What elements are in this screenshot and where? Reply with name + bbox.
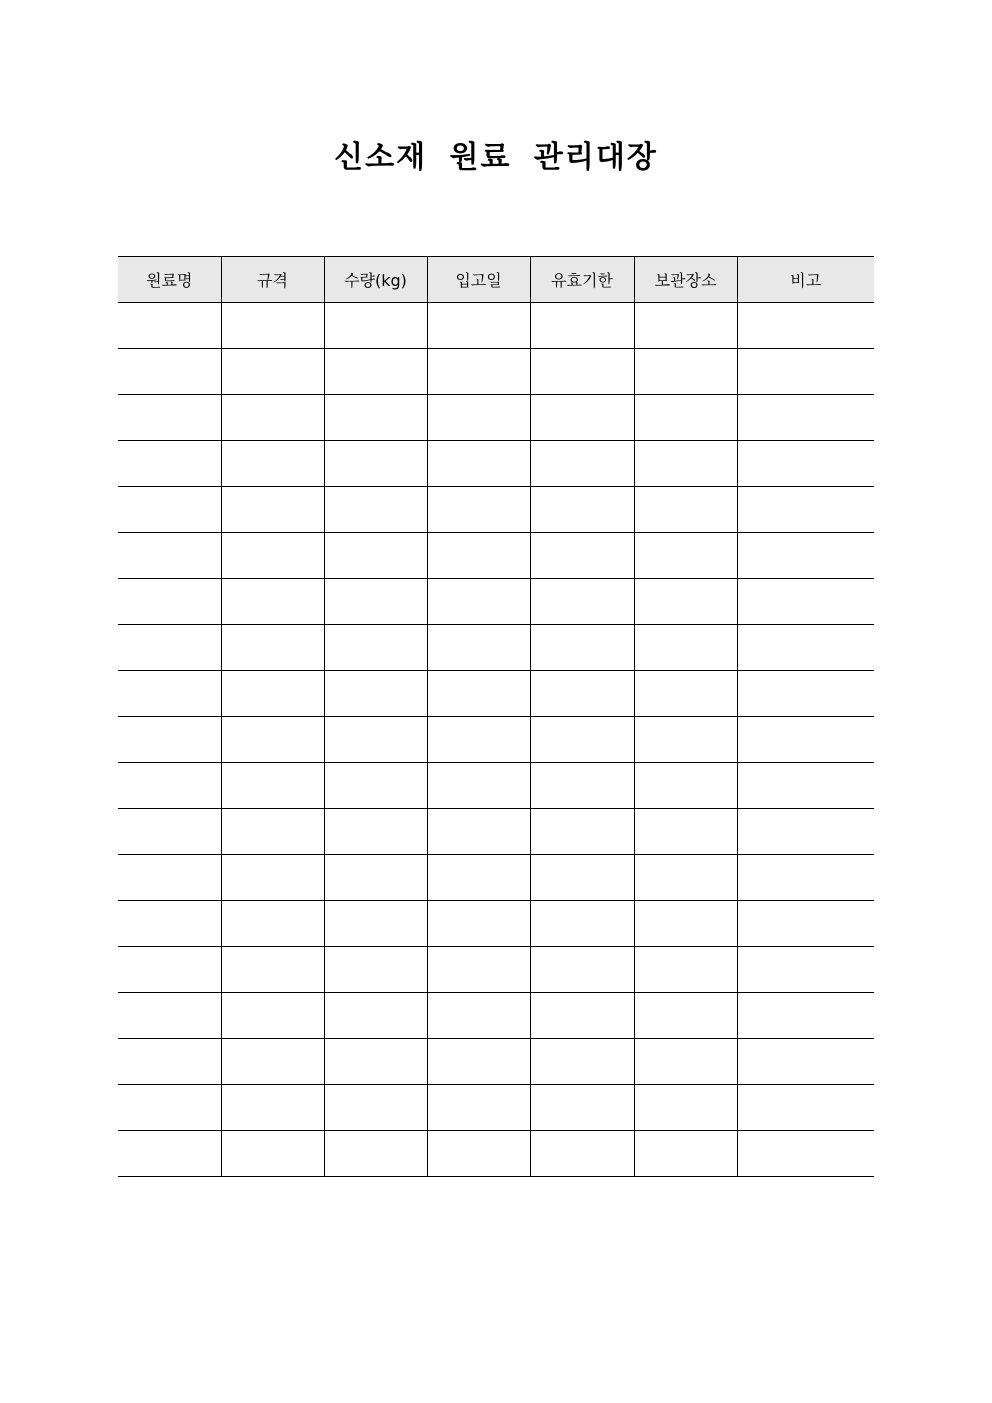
table-cell-expiration-date[interactable] <box>530 487 634 533</box>
table-cell-remarks[interactable] <box>737 533 874 579</box>
table-cell-expiration-date[interactable] <box>530 717 634 763</box>
table-cell-storage-location[interactable] <box>634 1131 737 1177</box>
table-cell-expiration-date[interactable] <box>530 625 634 671</box>
table-row <box>118 1131 874 1177</box>
table-cell-storage-location[interactable] <box>634 303 737 349</box>
table-row <box>118 1039 874 1085</box>
table-cell-expiration-date[interactable] <box>530 1085 634 1131</box>
table-cell-receipt-date[interactable] <box>427 1085 530 1131</box>
table-row <box>118 349 874 395</box>
document-title: 신소재 원료 관리대장 <box>334 140 658 175</box>
column-header-storage-location: 보관장소 <box>634 257 737 303</box>
table-cell-expiration-date[interactable] <box>530 901 634 947</box>
table-row <box>118 625 874 671</box>
table-cell-remarks[interactable] <box>737 395 874 441</box>
table-cell-remarks[interactable] <box>737 441 874 487</box>
table-cell-specification[interactable] <box>221 1039 324 1085</box>
table-cell-material-name[interactable] <box>118 717 221 763</box>
table-cell-quantity[interactable] <box>324 717 427 763</box>
table-cell-expiration-date[interactable] <box>530 947 634 993</box>
table-cell-remarks[interactable] <box>737 855 874 901</box>
table-cell-quantity[interactable] <box>324 533 427 579</box>
column-header-quantity: 수량(kg) <box>324 257 427 303</box>
table-cell-specification[interactable] <box>221 809 324 855</box>
table-header-row <box>118 257 874 303</box>
column-header-expiration-date: 유효기한 <box>530 257 634 303</box>
table-row <box>118 303 874 349</box>
table-cell-specification[interactable] <box>221 487 324 533</box>
table-cell-expiration-date[interactable] <box>530 1131 634 1177</box>
table-cell-specification[interactable] <box>221 395 324 441</box>
table-cell-quantity[interactable] <box>324 1131 427 1177</box>
table-cell-material-name[interactable] <box>118 855 221 901</box>
table-cell-expiration-date[interactable] <box>530 441 634 487</box>
table-cell-receipt-date[interactable] <box>427 993 530 1039</box>
table-cell-receipt-date[interactable] <box>427 441 530 487</box>
table-cell-expiration-date[interactable] <box>530 579 634 625</box>
column-header-receipt-date: 입고일 <box>427 257 530 303</box>
table-cell-storage-location[interactable] <box>634 809 737 855</box>
table-cell-expiration-date[interactable] <box>530 763 634 809</box>
table-cell-receipt-date[interactable] <box>427 809 530 855</box>
table-cell-remarks[interactable] <box>737 717 874 763</box>
table-cell-quantity[interactable] <box>324 349 427 395</box>
table-body <box>118 303 874 1177</box>
table-cell-quantity[interactable] <box>324 901 427 947</box>
table-cell-storage-location[interactable] <box>634 395 737 441</box>
table-row <box>118 487 874 533</box>
table-cell-material-name[interactable] <box>118 901 221 947</box>
table-row <box>118 901 874 947</box>
table-row <box>118 947 874 993</box>
table-cell-specification[interactable] <box>221 303 324 349</box>
table-cell-material-name[interactable] <box>118 1085 221 1131</box>
table-row <box>118 395 874 441</box>
table-row <box>118 717 874 763</box>
table-cell-quantity[interactable] <box>324 809 427 855</box>
table-cell-material-name[interactable] <box>118 441 221 487</box>
table-cell-expiration-date[interactable] <box>530 533 634 579</box>
table-cell-quantity[interactable] <box>324 947 427 993</box>
table-cell-quantity[interactable] <box>324 855 427 901</box>
table-cell-storage-location[interactable] <box>634 579 737 625</box>
table-cell-storage-location[interactable] <box>634 763 737 809</box>
column-header-specification: 규격 <box>221 257 324 303</box>
table-cell-remarks[interactable] <box>737 1085 874 1131</box>
table-cell-remarks[interactable] <box>737 809 874 855</box>
table-cell-material-name[interactable] <box>118 763 221 809</box>
table-cell-remarks[interactable] <box>737 1039 874 1085</box>
table-cell-specification[interactable] <box>221 1085 324 1131</box>
table-cell-quantity[interactable] <box>324 579 427 625</box>
table-cell-storage-location[interactable] <box>634 349 737 395</box>
table-cell-quantity[interactable] <box>324 671 427 717</box>
table-cell-specification[interactable] <box>221 671 324 717</box>
table-cell-expiration-date[interactable] <box>530 855 634 901</box>
table-cell-quantity[interactable] <box>324 993 427 1039</box>
table-row <box>118 855 874 901</box>
table-cell-expiration-date[interactable] <box>530 303 634 349</box>
table-cell-quantity[interactable] <box>324 441 427 487</box>
table-cell-storage-location[interactable] <box>634 1039 737 1085</box>
raw-material-ledger-table <box>118 256 874 1177</box>
table-cell-receipt-date[interactable] <box>427 763 530 809</box>
table-row <box>118 993 874 1039</box>
table-row <box>118 1085 874 1131</box>
table-cell-remarks[interactable] <box>737 901 874 947</box>
table-cell-receipt-date[interactable] <box>427 855 530 901</box>
table-cell-material-name[interactable] <box>118 395 221 441</box>
table-cell-storage-location[interactable] <box>634 441 737 487</box>
table-cell-specification[interactable] <box>221 947 324 993</box>
table-cell-storage-location[interactable] <box>634 625 737 671</box>
table-cell-receipt-date[interactable] <box>427 533 530 579</box>
table-cell-material-name[interactable] <box>118 533 221 579</box>
table-cell-specification[interactable] <box>221 349 324 395</box>
table-cell-remarks[interactable] <box>737 1131 874 1177</box>
table-cell-storage-location[interactable] <box>634 901 737 947</box>
table-row <box>118 579 874 625</box>
table-cell-expiration-date[interactable] <box>530 993 634 1039</box>
table-cell-receipt-date[interactable] <box>427 625 530 671</box>
table-cell-receipt-date[interactable] <box>427 901 530 947</box>
table-cell-storage-location[interactable] <box>634 487 737 533</box>
table-cell-storage-location[interactable] <box>634 855 737 901</box>
table-cell-specification[interactable] <box>221 763 324 809</box>
table-cell-receipt-date[interactable] <box>427 303 530 349</box>
table-cell-remarks[interactable] <box>737 487 874 533</box>
table-cell-specification[interactable] <box>221 993 324 1039</box>
table-cell-specification[interactable] <box>221 901 324 947</box>
table-cell-remarks[interactable] <box>737 993 874 1039</box>
table-cell-material-name[interactable] <box>118 1039 221 1085</box>
table-cell-remarks[interactable] <box>737 349 874 395</box>
table-cell-expiration-date[interactable] <box>530 395 634 441</box>
table-cell-specification[interactable] <box>221 579 324 625</box>
table-cell-specification[interactable] <box>221 533 324 579</box>
table-cell-receipt-date[interactable] <box>427 487 530 533</box>
table-cell-storage-location[interactable] <box>634 533 737 579</box>
table-cell-specification[interactable] <box>221 717 324 763</box>
table-cell-material-name[interactable] <box>118 487 221 533</box>
table-cell-remarks[interactable] <box>737 625 874 671</box>
table-cell-storage-location[interactable] <box>634 671 737 717</box>
table-cell-receipt-date[interactable] <box>427 1131 530 1177</box>
table-cell-receipt-date[interactable] <box>427 579 530 625</box>
table-cell-quantity[interactable] <box>324 487 427 533</box>
table-row <box>118 441 874 487</box>
table-cell-expiration-date[interactable] <box>530 809 634 855</box>
column-header-remarks: 비고 <box>737 257 874 303</box>
table-cell-remarks[interactable] <box>737 579 874 625</box>
table-cell-quantity[interactable] <box>324 303 427 349</box>
table-cell-quantity[interactable] <box>324 1039 427 1085</box>
table-cell-material-name[interactable] <box>118 1131 221 1177</box>
table-cell-quantity[interactable] <box>324 395 427 441</box>
table-cell-material-name[interactable] <box>118 947 221 993</box>
table-cell-specification[interactable] <box>221 441 324 487</box>
table-row <box>118 533 874 579</box>
table-cell-receipt-date[interactable] <box>427 671 530 717</box>
table-cell-expiration-date[interactable] <box>530 671 634 717</box>
table-cell-storage-location[interactable] <box>634 1085 737 1131</box>
table-cell-material-name[interactable] <box>118 349 221 395</box>
table-cell-receipt-date[interactable] <box>427 395 530 441</box>
table-cell-expiration-date[interactable] <box>530 349 634 395</box>
table-cell-receipt-date[interactable] <box>427 717 530 763</box>
table-cell-material-name[interactable] <box>118 579 221 625</box>
table-cell-expiration-date[interactable] <box>530 1039 634 1085</box>
table-cell-remarks[interactable] <box>737 671 874 717</box>
table-cell-receipt-date[interactable] <box>427 349 530 395</box>
table-cell-remarks[interactable] <box>737 763 874 809</box>
column-header-material-name: 원료명 <box>118 257 221 303</box>
table-cell-quantity[interactable] <box>324 1085 427 1131</box>
table-cell-material-name[interactable] <box>118 671 221 717</box>
table-cell-receipt-date[interactable] <box>427 947 530 993</box>
table-cell-material-name[interactable] <box>118 809 221 855</box>
table-cell-specification[interactable] <box>221 855 324 901</box>
table-cell-remarks[interactable] <box>737 303 874 349</box>
table-cell-specification[interactable] <box>221 1131 324 1177</box>
table-cell-storage-location[interactable] <box>634 947 737 993</box>
table-cell-material-name[interactable] <box>118 303 221 349</box>
table-cell-material-name[interactable] <box>118 625 221 671</box>
table-cell-material-name[interactable] <box>118 993 221 1039</box>
table-cell-remarks[interactable] <box>737 947 874 993</box>
table-cell-quantity[interactable] <box>324 763 427 809</box>
table-cell-receipt-date[interactable] <box>427 1039 530 1085</box>
table-row <box>118 809 874 855</box>
table-cell-storage-location[interactable] <box>634 717 737 763</box>
table-cell-storage-location[interactable] <box>634 993 737 1039</box>
table-cell-specification[interactable] <box>221 625 324 671</box>
table-row <box>118 763 874 809</box>
table-cell-quantity[interactable] <box>324 625 427 671</box>
table-row <box>118 671 874 717</box>
